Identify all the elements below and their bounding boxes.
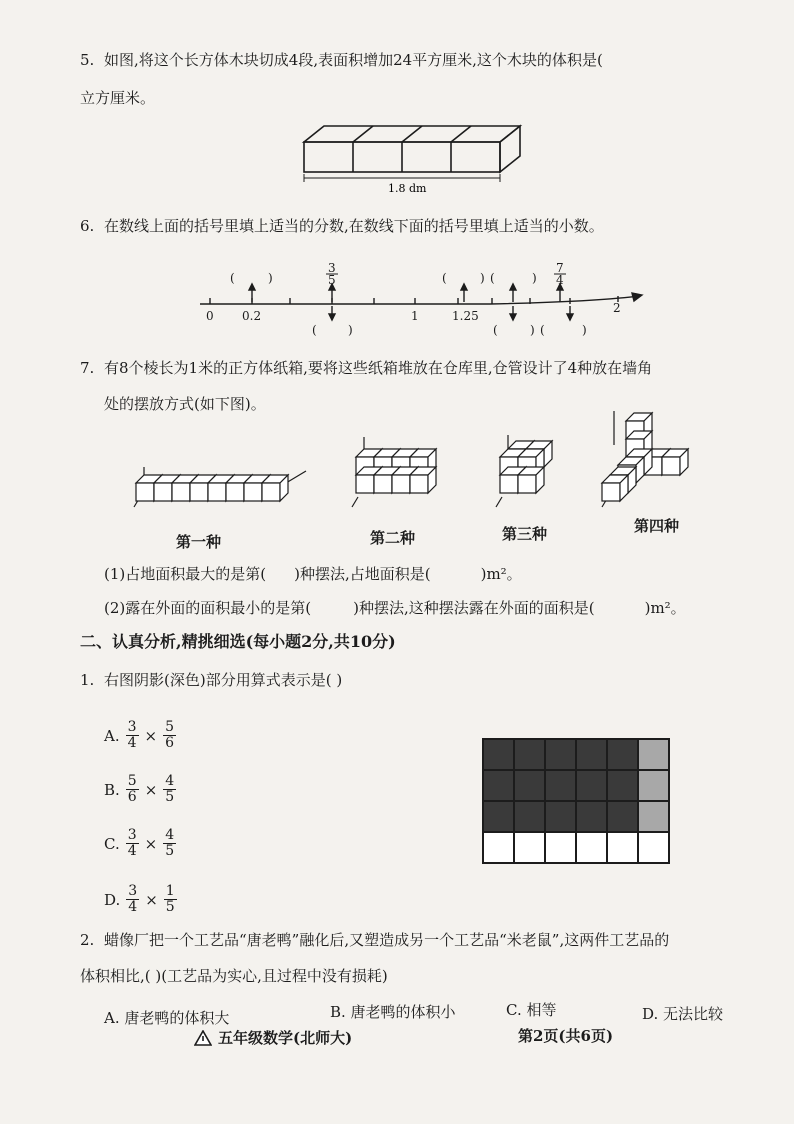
arrangement-3-caption: 第三种 xyxy=(502,525,548,543)
q7-sub2: (2)露在外面的面积最小的是第( )种摆法,这种摆法露在外面的面积是( )m²。 xyxy=(104,599,686,617)
down-arrow-icon xyxy=(329,314,335,320)
grid-cell xyxy=(638,739,669,770)
mc2-option-c[interactable]: C. 相等 xyxy=(506,1001,557,1019)
grid-cell xyxy=(483,770,514,801)
footer-subject: 五年级数学(北师大) xyxy=(218,1029,353,1047)
blank-below-open: ( xyxy=(540,323,545,337)
blank-above-open: ( xyxy=(442,271,447,285)
tick-label-0.2: 0.2 xyxy=(242,309,262,323)
q5-cuboid-figure xyxy=(296,120,526,195)
tick-label-1.25: 1.25 xyxy=(452,309,479,323)
grid-cell xyxy=(607,770,638,801)
grid-cell xyxy=(514,801,545,832)
blank-above-close: ) xyxy=(268,271,273,285)
grid-cell xyxy=(514,770,545,801)
shaded-fraction-grid xyxy=(482,738,670,864)
up-arrow-icon xyxy=(249,284,255,290)
number-line-axis xyxy=(200,296,640,304)
tick-label-0: 0 xyxy=(206,309,214,323)
grid-cell xyxy=(576,832,607,863)
grid-cell xyxy=(576,739,607,770)
grid-cell xyxy=(545,739,576,770)
warning-triangle-icon xyxy=(194,1030,212,1046)
grid-cell xyxy=(545,832,576,863)
q5-text-line2: 立方厘米。 xyxy=(80,89,156,107)
grid-cell xyxy=(638,832,669,863)
arrangement-2 xyxy=(352,437,436,507)
arrangement-1-caption: 第一种 xyxy=(176,533,222,551)
blank-above-close: ) xyxy=(532,271,537,285)
down-arrow-icon xyxy=(567,314,573,320)
fraction-7-4-denominator: 4 xyxy=(556,273,564,287)
q7-text-line1: 有8个棱长为1米的正方体纸箱,要将这些纸箱堆放在仓库里,仓管设计了4种放在墙角 xyxy=(104,359,653,377)
cuboid-side-face xyxy=(500,126,520,172)
fraction-3-5-numerator: 3 xyxy=(328,262,336,275)
grid-cell xyxy=(514,832,545,863)
mc1-number: 1. xyxy=(80,671,95,689)
mc1-text: 右图阴影(深色)部分用算式表示是( ) xyxy=(104,671,343,689)
mc2-text-line2: 体积相比,( )(工艺品为实心,且过程中没有损耗) xyxy=(80,967,388,985)
grid-cell xyxy=(607,801,638,832)
footer-page-number: 第2页(共6页) xyxy=(518,1027,614,1045)
grid-cell xyxy=(483,739,514,770)
arrangement-4-caption: 第四种 xyxy=(634,517,680,535)
q7-sub1: (1)占地面积最大的是第( )种摆法,占地面积是( )m²。 xyxy=(104,565,522,583)
grid-cell xyxy=(638,801,669,832)
mc1-option-a[interactable]: A. $\frac{3}{4}$ × $\frac{5}{6}$ xyxy=(104,719,175,751)
grid-cell xyxy=(545,770,576,801)
grid-cell xyxy=(576,801,607,832)
blank-below-close: ) xyxy=(530,323,535,337)
tick-label-1: 1 xyxy=(411,309,419,323)
q7-arrangements-figure xyxy=(120,405,710,545)
q6-number: 6. xyxy=(80,217,95,235)
arrangement-3 xyxy=(496,435,552,507)
blank-below-close: ) xyxy=(348,323,353,337)
grid-cell xyxy=(514,739,545,770)
mc1-option-b[interactable]: B. $\frac{5}{6}$ × $\frac{4}{5}$ xyxy=(104,773,175,805)
blank-above-open: ( xyxy=(230,271,235,285)
grid-cell xyxy=(638,770,669,801)
q5-dimension-label: 1.8 dm xyxy=(388,182,427,195)
q5-text-line1: 如图,将这个长方体木块切成4段,表面积增加24平方厘米,这个木块的体积是( xyxy=(104,51,603,69)
blank-below-open: ( xyxy=(312,323,317,337)
mc2-option-b[interactable]: B. 唐老鸭的体积小 xyxy=(330,1003,456,1021)
q7-number: 7. xyxy=(80,359,95,377)
q7-text-line2: 处的摆放方式(如下图)。 xyxy=(104,395,266,413)
blank-above-close: ) xyxy=(480,271,485,285)
q5-number: 5. xyxy=(80,51,95,69)
q6-number-line xyxy=(190,262,650,340)
fraction-3-5-denominator: 5 xyxy=(328,273,336,287)
arrangement-2-caption: 第二种 xyxy=(370,529,416,547)
q6-text: 在数线上面的括号里填上适当的分数,在数线下面的括号里填上适当的小数。 xyxy=(104,217,604,235)
arrangement-1 xyxy=(134,467,306,507)
fraction-7-4-numerator: 7 xyxy=(556,262,564,275)
tick-label-2: 2 xyxy=(613,301,621,315)
mc2-option-d[interactable]: D. 无法比较 xyxy=(642,1005,724,1023)
grid-cell xyxy=(545,801,576,832)
grid-cell xyxy=(607,832,638,863)
arrangement-4 xyxy=(602,411,688,507)
section-2-title: 二、认真分析,精挑细选(每小题2分,共10分) xyxy=(80,632,396,651)
grid-cell xyxy=(483,801,514,832)
grid-cell xyxy=(483,832,514,863)
up-arrow-icon xyxy=(510,284,516,290)
mc1-option-d[interactable]: D. $\frac{3}{4}$ × $\frac{1}{5}$ xyxy=(104,883,175,915)
blank-below-open: ( xyxy=(493,323,498,337)
grid-cell xyxy=(576,770,607,801)
mc2-text-line1: 蜡像厂把一个工艺品“唐老鸭”融化后,又塑造成另一个工艺品“米老鼠”,这两件工艺品的 xyxy=(104,931,670,949)
mc2-number: 2. xyxy=(80,931,95,949)
blank-below-close: ) xyxy=(582,323,587,337)
mc2-option-a[interactable]: A. 唐老鸭的体积大 xyxy=(104,1009,230,1027)
down-arrow-icon xyxy=(510,314,516,320)
arrow-head-icon xyxy=(632,293,642,301)
blank-above-open: ( xyxy=(490,271,495,285)
up-arrow-icon xyxy=(461,284,467,290)
grid-cell xyxy=(607,739,638,770)
mc1-option-c[interactable]: C. $\frac{3}{4}$ × $\frac{4}{5}$ xyxy=(104,827,175,859)
